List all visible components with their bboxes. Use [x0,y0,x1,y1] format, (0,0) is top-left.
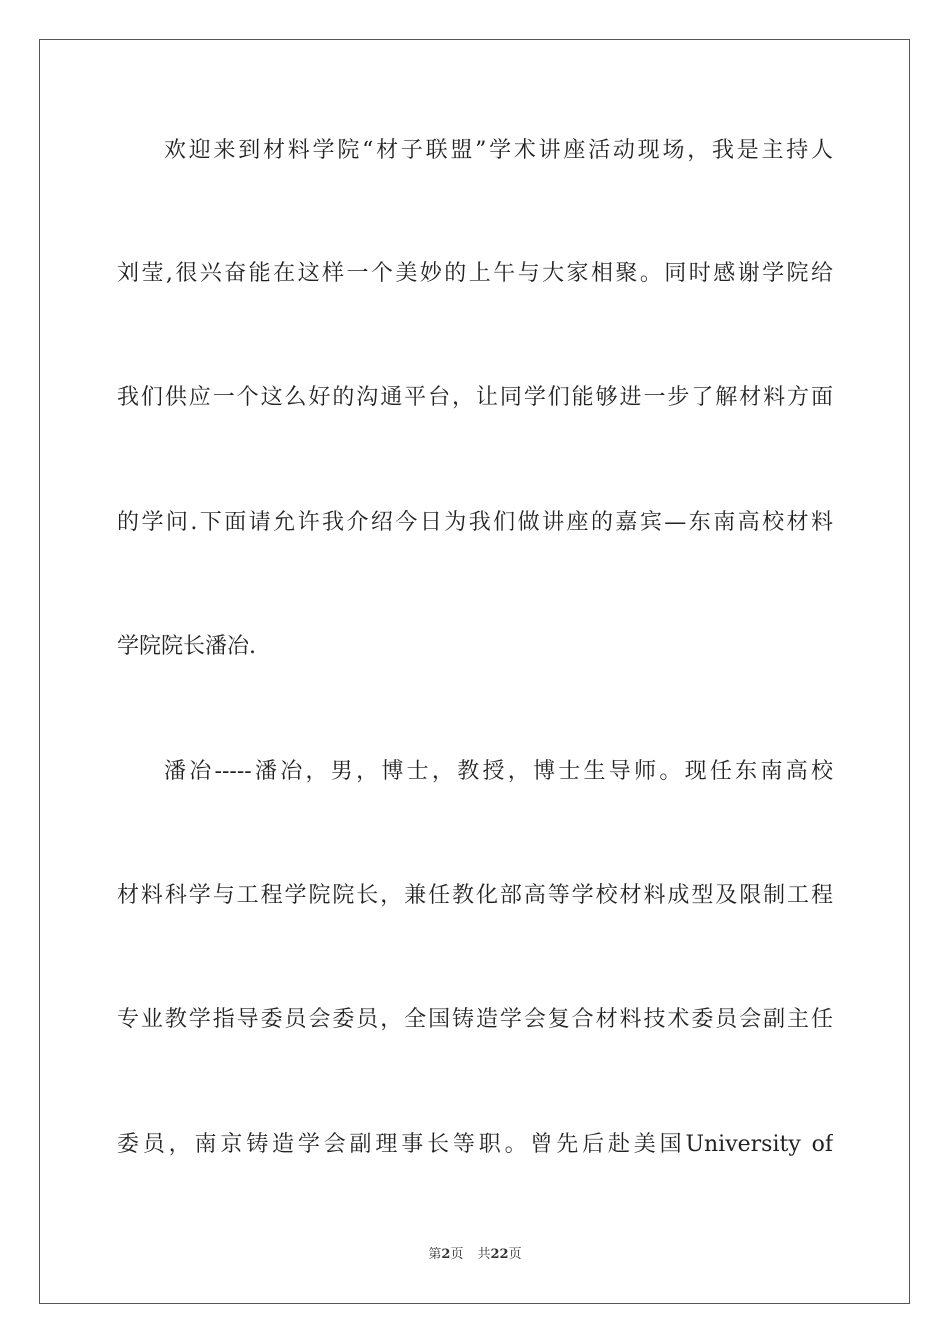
page-border [39,39,910,1304]
paragraph-2-line-2: 材料科学与工程学院院长，兼任教化部高等学校材料成型及限制工程 [117,883,833,908]
paragraph-2-line-3: 专业教学指导委员会委员，全国铸造学会复合材料技术委员会副主任 [117,1007,833,1032]
paragraph-1-line-1: 欢迎来到材料学院“材子联盟”学术讲座活动现场，我是主持人 [164,138,833,163]
total-pages: 22 [490,1247,509,1262]
page-suffix: 页 [450,1247,464,1262]
paragraph-2-line-1: 潘冶-----潘冶，男，博士，教授，博士生导师。现任东南高校 [164,759,833,784]
paragraph-1-line-4: 的学问.下面请允许我介绍今日为我们做讲座的嘉宾—东南高校材料 [117,510,833,535]
page-prefix: 第 [428,1247,442,1262]
page-number: 2 [441,1247,451,1262]
paragraph-1-line-2: 刘莹,很兴奋能在这样一个美妙的上午与大家相聚。同时感谢学院给 [117,261,833,286]
total-prefix: 共 [477,1247,491,1262]
paragraph-1-line-5: 学院院长潘冶. [117,634,256,659]
total-suffix: 页 [508,1247,522,1262]
page-footer [0,1245,950,1265]
paragraph-2-line-4: 委员，南京铸造学会副理事长等职。曾先后赴美国University of [117,1132,833,1157]
paragraph-1-line-3: 我们供应一个这么好的沟通平台，让同学们能够进一步了解材料方面 [117,385,833,410]
